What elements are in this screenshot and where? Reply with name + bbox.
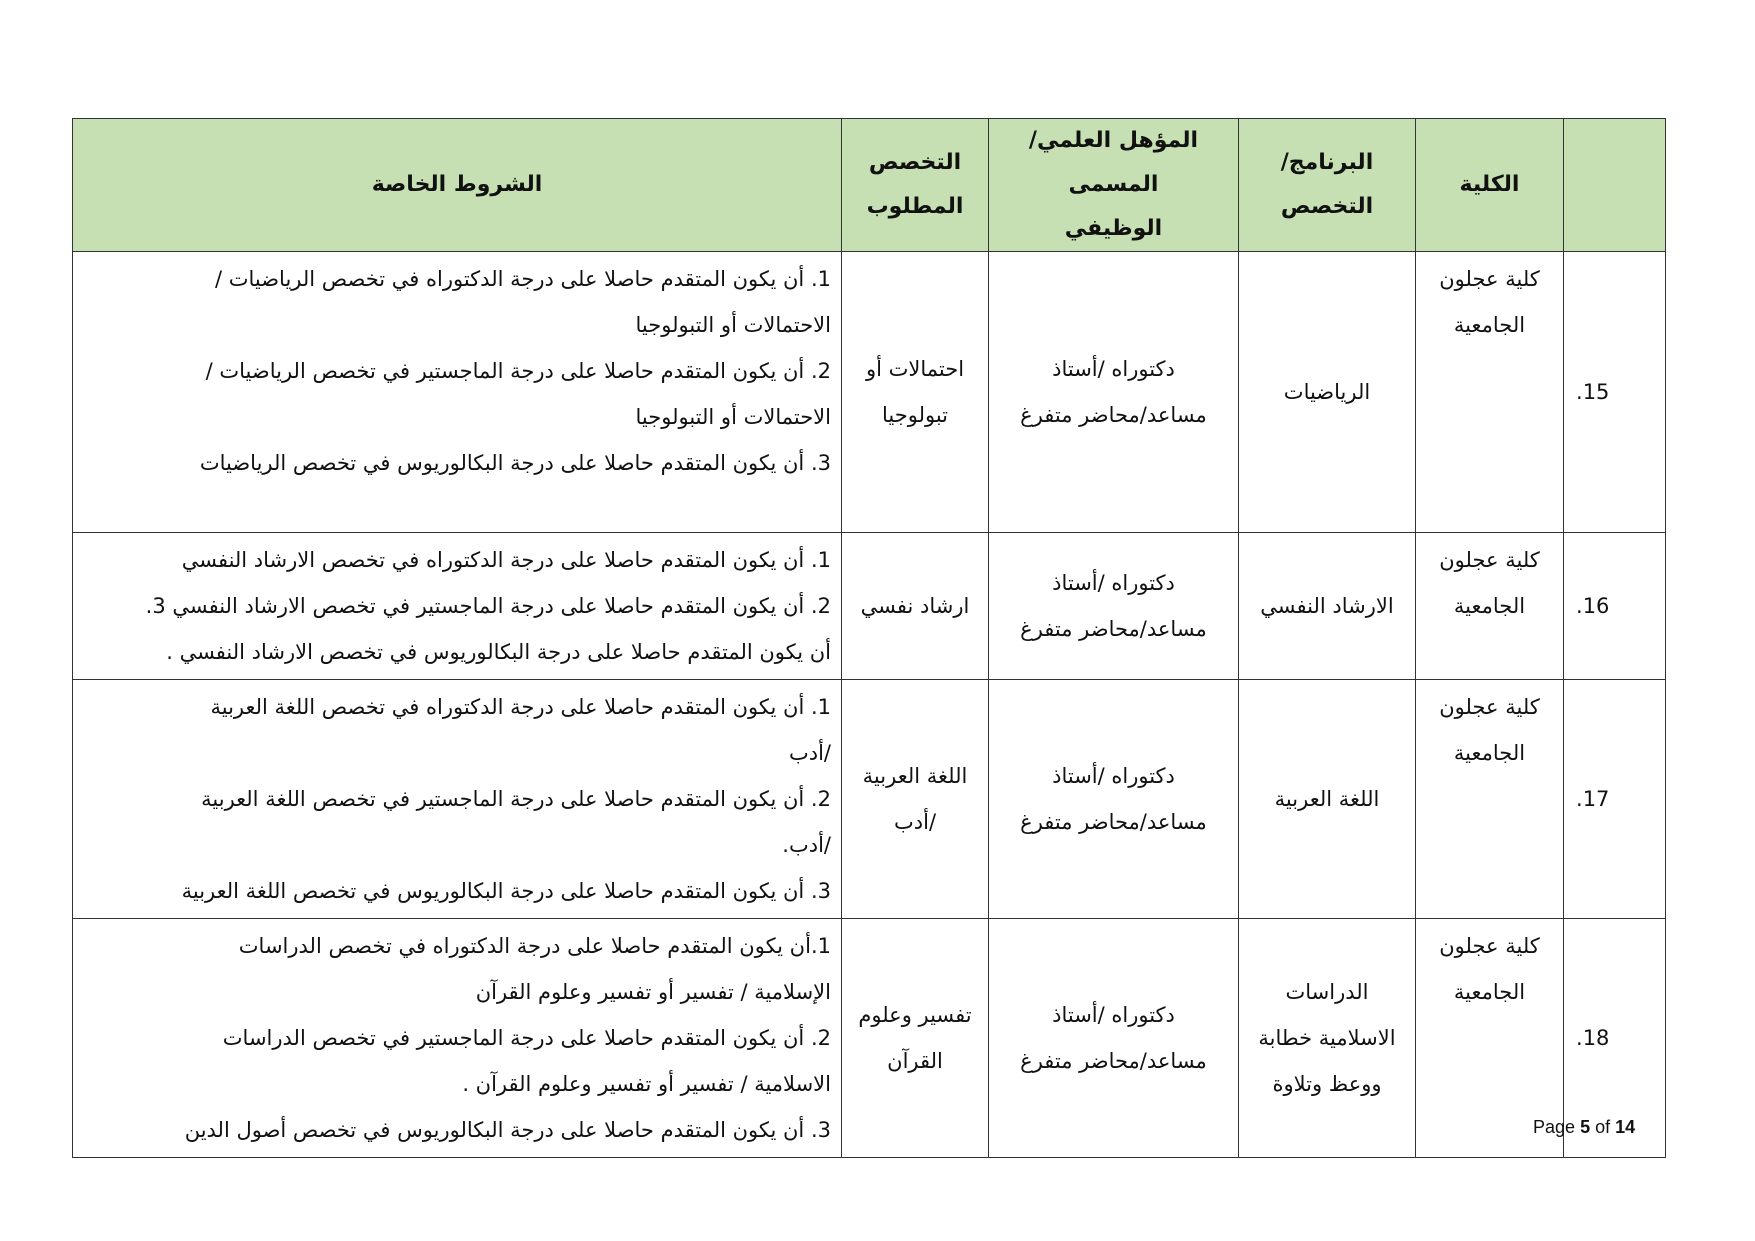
cell-line: 1. أن يكون المتقدم حاصلا على درجة الدكتوراه في تخصص اللغة العربية [210, 695, 831, 719]
specialization-cell [842, 252, 989, 533]
cell-line: الجامعية [1453, 980, 1526, 1004]
cell-line: 2. أن يكون المتقدم حاصلا على درجة الماجستير في تخصص الدراسات [222, 1026, 831, 1050]
cell-line: 3. أن يكون المتقدم حاصلا على درجة البكالوريوس في تخصص اللغة العربية [181, 879, 831, 903]
cell-line: دكتوراه /أستاذ [1052, 1003, 1175, 1027]
cell-line: الجامعية [1453, 594, 1526, 618]
specialization-cell [842, 533, 989, 680]
cell-line: دكتوراه /أستاذ [1052, 357, 1175, 381]
college-cell [1416, 680, 1564, 919]
cell-line: كلية عجلون [1439, 695, 1540, 719]
cell-line: الاسلامية / تفسير أو تفسير وعلوم القرآن . [462, 1072, 831, 1096]
page-footer [1533, 1117, 1635, 1138]
table-row [73, 680, 1666, 919]
cell-line: ارشاد نفسي [860, 594, 970, 618]
conditions-cell [73, 919, 842, 1158]
cell-line: الاحتمالات أو التبولوجيا [635, 313, 831, 337]
specialization-cell [842, 919, 989, 1158]
cell-line: 2. أن يكون المتقدم حاصلا على درجة الماجستير في تخصص الرياضيات / [205, 359, 831, 383]
cell-line: 1. أن يكون المتقدم حاصلا على درجة الدكتوراه في تخصص الارشاد النفسي [181, 548, 831, 572]
program-cell [1239, 533, 1416, 680]
cell-line: كلية عجلون [1439, 934, 1540, 958]
cell-line: الإسلامية / تفسير أو تفسير وعلوم القرآن [475, 980, 831, 1004]
college-cell [1416, 533, 1564, 680]
qualification-cell [989, 919, 1239, 1158]
cell-line: 3. أن يكون المتقدم حاصلا على درجة البكالوريوس في تخصص أصول الدين [184, 1118, 831, 1142]
cell-line: اللغة العربية [1274, 787, 1380, 811]
program-cell [1239, 252, 1416, 533]
of-word: of [1595, 1117, 1611, 1137]
page-word: Page [1533, 1117, 1576, 1137]
qualification-cell [989, 680, 1239, 919]
cell-line: كلية عجلون [1439, 267, 1540, 291]
cell-line: 1.أن يكون المتقدم حاصلا على درجة الدكتوراه في تخصص الدراسات [238, 934, 831, 958]
cell-line: ووعظ وتلاوة [1272, 1072, 1382, 1096]
row-number: 15. [1564, 252, 1666, 533]
qualification-cell [989, 533, 1239, 680]
cell-line: مساعد/محاضر متفرغ [1020, 617, 1207, 641]
cell-line: دكتوراه /أستاذ [1052, 571, 1175, 595]
conditions-cell [73, 680, 842, 919]
college-cell [1416, 252, 1564, 533]
cell-line: مساعد/محاضر متفرغ [1020, 1049, 1207, 1073]
cell-line: الاحتمالات أو التبولوجيا [635, 405, 831, 429]
cell-line: 1. أن يكون المتقدم حاصلا على درجة الدكتوراه في تخصص الرياضيات / [214, 267, 831, 291]
cell-line: دكتوراه /أستاذ [1052, 764, 1175, 788]
conditions-cell [73, 252, 842, 533]
cell-line: /أدب. [782, 833, 831, 857]
header-number [1564, 119, 1666, 252]
header-qualification: المؤهل العلمي/المسمى الوظيفي [989, 119, 1239, 252]
cell-line: كلية عجلون [1439, 548, 1540, 572]
vacancies-table [72, 118, 1666, 1158]
program-cell [1239, 919, 1416, 1158]
cell-line: 3. أن يكون المتقدم حاصلا على درجة البكالوريوس في تخصص الرياضيات [199, 451, 831, 475]
page-total: 14 [1615, 1117, 1636, 1137]
cell-line: مساعد/محاضر متفرغ [1020, 403, 1207, 427]
qualification-cell [989, 252, 1239, 533]
cell-line: الارشاد النفسي [1260, 594, 1394, 618]
cell-line: مساعد/محاضر متفرغ [1020, 810, 1207, 834]
cell-line: /أدب [893, 810, 937, 834]
table-header-row [73, 119, 1666, 252]
header-program: البرنامج/ التخصص [1239, 119, 1416, 252]
row-number: 18. [1564, 919, 1666, 1158]
cell-line: تبولوجيا [882, 403, 948, 427]
table-row [73, 533, 1666, 680]
program-cell [1239, 680, 1416, 919]
page-current: 5 [1580, 1117, 1591, 1137]
cell-line: الرياضيات [1283, 380, 1371, 404]
table-row [73, 252, 1666, 533]
cell-line: احتمالات أو [865, 357, 965, 381]
conditions-cell [73, 533, 842, 680]
cell-line: الاسلامية خطابة [1258, 1026, 1396, 1050]
cell-line: 2. أن يكون المتقدم حاصلا على درجة الماجستير في تخصص اللغة العربية [201, 787, 831, 811]
specialization-cell [842, 680, 989, 919]
cell-line: اللغة العربية [862, 764, 968, 788]
cell-line: الدراسات [1285, 980, 1369, 1004]
cell-line: تفسير وعلوم [858, 1003, 972, 1027]
table-row [73, 919, 1666, 1158]
cell-line: 2. أن يكون المتقدم حاصلا على درجة الماجستير في تخصص الارشاد النفسي 3. [145, 594, 831, 618]
table-body [73, 252, 1666, 1158]
cell-line: الجامعية [1453, 741, 1526, 765]
header-college: الكلية [1416, 119, 1564, 252]
row-number: 17. [1564, 680, 1666, 919]
cell-line: الجامعية [1453, 313, 1526, 337]
cell-line: أن يكون المتقدم حاصلا على درجة البكالوريوس في تخصص الارشاد النفسي . [166, 640, 831, 664]
header-specialization: التخصص المطلوب [842, 119, 989, 252]
header-conditions: الشروط الخاصة [73, 119, 842, 252]
cell-line: القرآن [887, 1049, 943, 1073]
row-number: 16. [1564, 533, 1666, 680]
cell-line: /أدب [788, 741, 831, 765]
